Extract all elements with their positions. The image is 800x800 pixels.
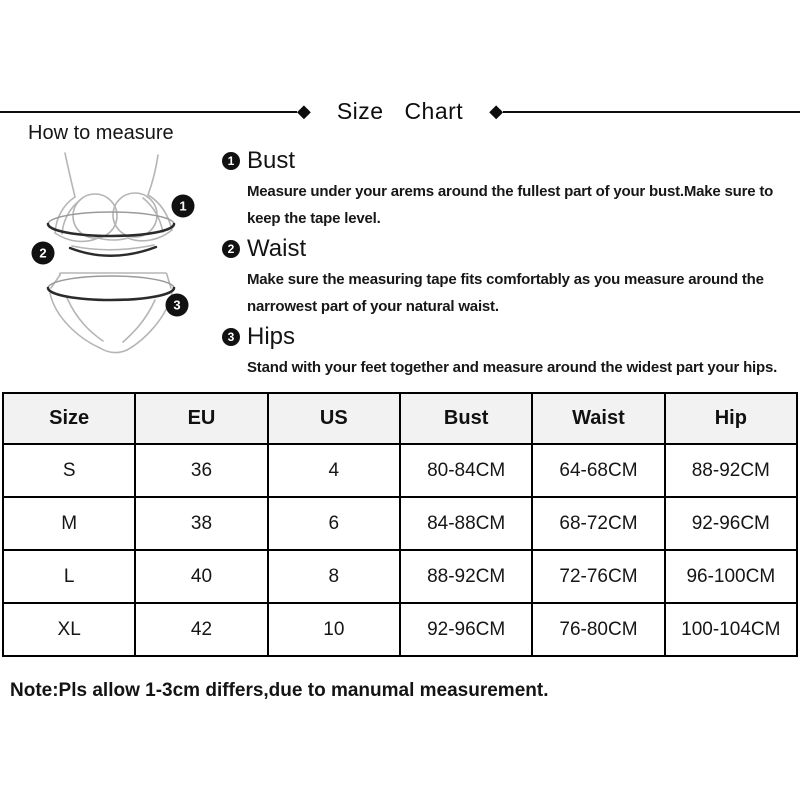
table-cell: 76-80CM — [532, 603, 664, 656]
garment-outline — [50, 153, 172, 353]
table-cell: 10 — [268, 603, 400, 656]
table-cell: 84-88CM — [400, 497, 532, 550]
section-description: Stand with your feet together and measure around the widest part your hips. — [247, 359, 778, 376]
section-title: Bust — [247, 147, 296, 174]
number-badge-icon: 3 — [222, 328, 240, 346]
table-cell: 88-92CM — [400, 550, 532, 603]
table-cell: 40 — [135, 550, 267, 603]
section-description: Measure under your arems around the fullest part of your bust.Make sure to keep the tape level. — [247, 183, 774, 227]
measure-section-bust — [222, 146, 796, 232]
bikini-measure-illustration — [30, 142, 210, 357]
table-row — [3, 444, 797, 497]
title-rule-right — [503, 111, 800, 113]
diamond-icon-right: ◆ — [489, 100, 504, 121]
table-cell: 92-96CM — [400, 603, 532, 656]
section-heading — [222, 146, 796, 176]
measure-section-waist — [222, 234, 796, 320]
table-cell: 6 — [268, 497, 400, 550]
table-cell: 42 — [135, 603, 267, 656]
size-table-header-cell: Waist — [532, 393, 664, 444]
measure-section-hips — [222, 322, 796, 381]
section-description: Make sure the measuring tape fits comfortably as you measure around the narrowest part of your natural waist. — [247, 271, 764, 315]
figure-marker-waist — [32, 242, 55, 265]
size-table-header-cell: Size — [3, 393, 135, 444]
table-cell: L — [3, 550, 135, 603]
size-table-header-cell: Bust — [400, 393, 532, 444]
table-row — [3, 603, 797, 656]
section-title: Hips — [247, 323, 296, 350]
table-cell: 88-92CM — [665, 444, 797, 497]
section-heading — [222, 234, 796, 264]
size-table-body — [3, 444, 797, 656]
size-table-header-cell: EU — [135, 393, 267, 444]
diamond-icon-left: ◆ — [296, 100, 311, 121]
table-cell: 72-76CM — [532, 550, 664, 603]
number-badge-icon: 2 — [222, 240, 240, 258]
table-cell: 4 — [268, 444, 400, 497]
figure-marker-3-number: 3 — [173, 297, 181, 313]
title-rule-left — [0, 111, 297, 113]
table-cell: XL — [3, 603, 135, 656]
table-cell: 64-68CM — [532, 444, 664, 497]
how-to-measure-heading: How to measure — [28, 122, 174, 144]
table-cell: 8 — [268, 550, 400, 603]
table-cell: 38 — [135, 497, 267, 550]
table-cell: 68-72CM — [532, 497, 664, 550]
size-table-header-cell: US — [268, 393, 400, 444]
size-table-header-row — [3, 393, 797, 444]
table-cell: 92-96CM — [665, 497, 797, 550]
page-title: Size Chart — [336, 98, 464, 124]
figure-marker-2-number: 2 — [39, 245, 47, 261]
section-title: Waist — [247, 235, 307, 262]
number-badge-icon: 1 — [222, 152, 240, 170]
table-row — [3, 497, 797, 550]
table-cell: S — [3, 444, 135, 497]
figure-marker-hips — [166, 294, 189, 317]
table-cell: 100-104CM — [665, 603, 797, 656]
figure-marker-1-number: 1 — [179, 198, 187, 214]
size-table-header-cell: Hip — [665, 393, 797, 444]
figure-marker-bust — [172, 195, 195, 218]
table-cell: 96-100CM — [665, 550, 797, 603]
title-bar — [0, 98, 800, 125]
measure-instructions — [222, 146, 796, 383]
note-text: Note:Pls allow 1-3cm differs,due to manumal measurement. — [10, 680, 549, 701]
section-heading — [222, 322, 796, 352]
table-cell: 80-84CM — [400, 444, 532, 497]
table-cell: 36 — [135, 444, 267, 497]
size-table — [2, 392, 798, 657]
table-cell: M — [3, 497, 135, 550]
table-row — [3, 550, 797, 603]
